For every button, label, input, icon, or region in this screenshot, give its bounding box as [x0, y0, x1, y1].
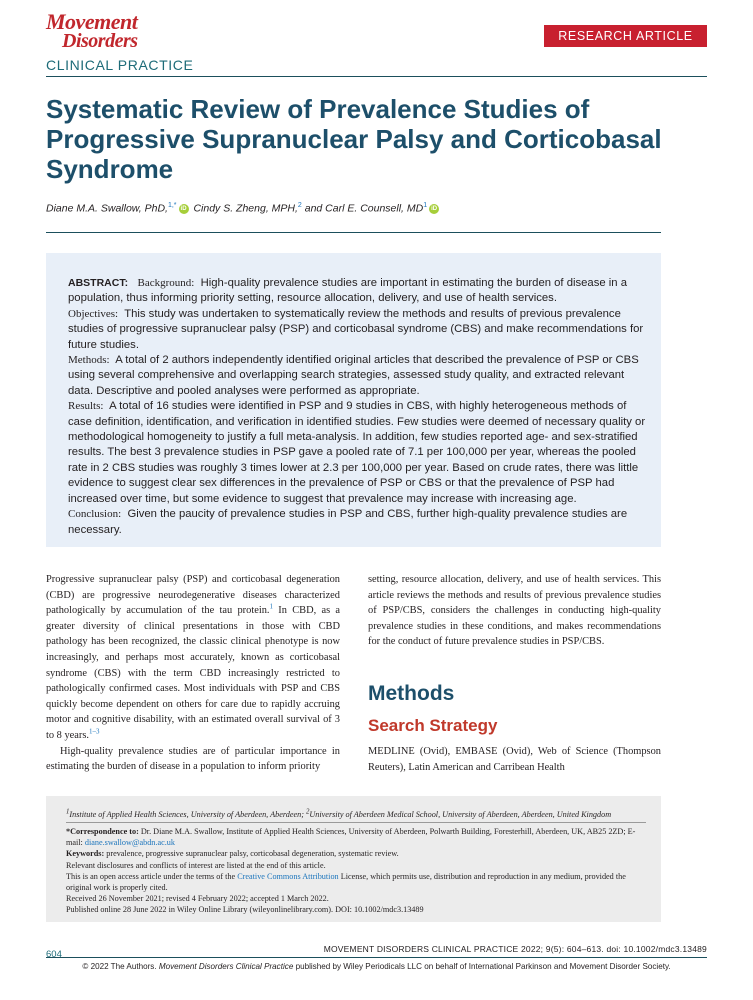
article-type-badge: RESEARCH ARTICLE — [544, 25, 707, 47]
page-number: 604 — [46, 949, 62, 960]
author-affiliation-mark: 1,* — [167, 202, 177, 209]
body-left-column — [46, 572, 340, 775]
abstract-objectives: This study was undertaken to systematically review the methods and results of previous prevalence studies of progressive supranuclear palsy (PSP) and corticobasal syndrome (CBS) and make recommendations for future studies. — [68, 307, 644, 351]
journal-logo-line1: Movement — [46, 9, 138, 34]
header-divider — [46, 76, 707, 77]
abstract-methods-label: Methods: — [68, 354, 110, 367]
abstract-methods: A total of 2 authors independently identified original articles that described the prevalence of PSP or CBS using several comprehensive and overlapping search strategies, assessed study quality, and extracted relevant data. Descriptive and pooled analyses were performed as appropriate. — [68, 354, 639, 397]
received-dates: Received 26 November 2021; revised 4 February 2022; accepted 1 March 2022. — [66, 894, 329, 904]
publication-info: Published online 28 June 2022 in Wiley Online Library (wileyonlinelibrary.com). DOI: 10.1002/mdc3.13489 — [66, 905, 424, 915]
body-right-column-top: setting, resource allocation, delivery, and use of health services. This article reviews the methods and results of previous prevalence studies of PSP/CBS, considers the challenges in conducting high-quality prevalence studies in these conditions, and makes recommendations for the conduct of future prevalence studies in PSP/CBS. — [368, 574, 661, 648]
methods-heading: Methods — [368, 682, 455, 705]
abstract-conclusion-label: Conclusion: — [68, 508, 122, 521]
intro-paragraph: High-quality prevalence studies are of particular importance in estimating the burden of disease in a population to inform priority — [46, 745, 340, 773]
abstract-text — [68, 276, 646, 538]
journal-logo-line2: Disorders — [62, 30, 138, 52]
abstract-background: High-quality prevalence studies are important in estimating the burden of disease in a population, thus informing priority setting, resource allocation, delivery, and use of health services. — [68, 277, 627, 305]
search-strategy-paragraph: MEDLINE (Ovid), EMBASE (Ovid), Web of Science (Thompson Reuters), Latin American and Carribean Health — [368, 746, 661, 773]
journal-citation: MOVEMENT DISORDERS CLINICAL PRACTICE 2022; 9(5): 604–613. doi: 10.1002/mdc3.13489 — [323, 944, 707, 954]
citation-link[interactable]: 1–3 — [89, 727, 100, 736]
keywords: Keywords: prevalence, progressive supranuclear palsy, corticobasal degeneration, systematic review. — [66, 849, 399, 859]
affiliations: $^1$Institute of Applied Health Sciences, University of Aberdeen, Aberdeen; $^2$University of Aberdeen Medical School, University of Aberdeen, Aberdeen, United Kingdom — [66, 808, 612, 819]
author-name: Diane M.A. Swallow, PhD, — [46, 202, 168, 215]
title-divider — [46, 232, 661, 233]
author-name: and Carl E. Counsell, MD — [304, 202, 424, 215]
abstract-objectives-label: Objectives: — [68, 307, 119, 320]
orcid-icon[interactable]: iD — [180, 205, 187, 212]
correspondence: *Correspondence to: Dr. Diane M.A. Swallow, Institute of Applied Health Sciences, University of Aberdeen, Polwarth Building, Foresterhill, Aberdeen, UK, AB25 2ZD; E-mail: diane.swallow@abdn.ac.uk — [66, 827, 636, 848]
footnote-details — [66, 826, 646, 916]
abstract-results-label: Results: — [68, 400, 104, 413]
citation-link[interactable]: 1 — [269, 602, 274, 611]
abstract-results: A total of 16 studies were identified in PSP and 9 studies in CBS, with highly heterogeneous methods of case definition, identification, and verification in identified studies. Few studies were deemed of necessary quality or methodological homogeneity to justify a full meta-analysis. In addition, few studies reported age- and sex-stratified results. The best 3 prevalence studies in PSP gave a pooled rate of 7.1 per 100,000 per year, whereas the pooled rate in 2 CBS studies was roughly 3 times lower at 2.3 per 100,000 per year. Based on crude rates, there was little evidence to suggest clear sex differences in the prevalence of PSP or CBS or that the prevalence of PSP had increased over time, but some evidence to suggest that prevalence may increase with increasing age. — [68, 400, 646, 505]
footer-divider — [46, 957, 707, 958]
footnote-divider — [66, 822, 646, 823]
search-strategy-heading: Search Strategy — [368, 716, 498, 735]
orcid-icon[interactable]: iD — [431, 205, 438, 212]
intro-paragraph: Progressive supranuclear palsy (PSP) and corticobasal degeneration (CBD) are progressive neurodegenerative diseases characterized pathologically by accumulation of the tau protein.$^1$ In CBD, as a greater diversity of clinical presentations in those with CBD pathology has been recognized, the classic clinical phenotype is now increasingly, and perhaps most accurately, known as corticobasal syndrome (CBS) with the term CBD increasingly restricted to pathologically confirmed cases. Most individuals with PSP and CBS quickly become dependent on others for care due to rapidly accruing motor and cognitive disability, with an estimated overall survival of 3 to 8 years.$^{1-3}$ — [46, 574, 340, 741]
author-list — [46, 202, 441, 215]
author-affiliation-mark: 2 — [297, 202, 302, 209]
license: This is an open access article under the terms of the Creative Commons Attribution License, which permits use, distribution and reproduction in any medium, provided the original work is properly cited. — [66, 871, 626, 893]
author-name: Cindy S. Zheng, MPH, — [193, 202, 298, 215]
correspondence-email-link[interactable]: diane.swallow@abdn.ac.uk — [84, 838, 175, 848]
author-affiliation-mark: 1 — [423, 202, 428, 209]
disclosures: Relevant disclosures and conflicts of interest are listed at the end of this article. — [66, 860, 326, 870]
section-label: CLINICAL PRACTICE — [46, 57, 194, 73]
abstract-background-label: Background: — [137, 277, 195, 289]
abstract-heading: ABSTRACT: — [68, 277, 129, 289]
copyright-line: © 2022 The Authors. Movement Disorders Clinical Practice published by Wiley Periodicals LLC on behalf of International Parkinson and Movement Disorder Society. — [82, 962, 671, 971]
article-title: Systematic Review of Prevalence Studies of Progressive Supranuclear Palsy and Corticobasal Syndrome — [46, 94, 662, 184]
license-link[interactable]: Creative Commons Attribution — [237, 871, 339, 881]
abstract-conclusion: Given the paucity of prevalence studies in PSP and CBS, further high-quality prevalence studies are necessary. — [68, 508, 628, 536]
